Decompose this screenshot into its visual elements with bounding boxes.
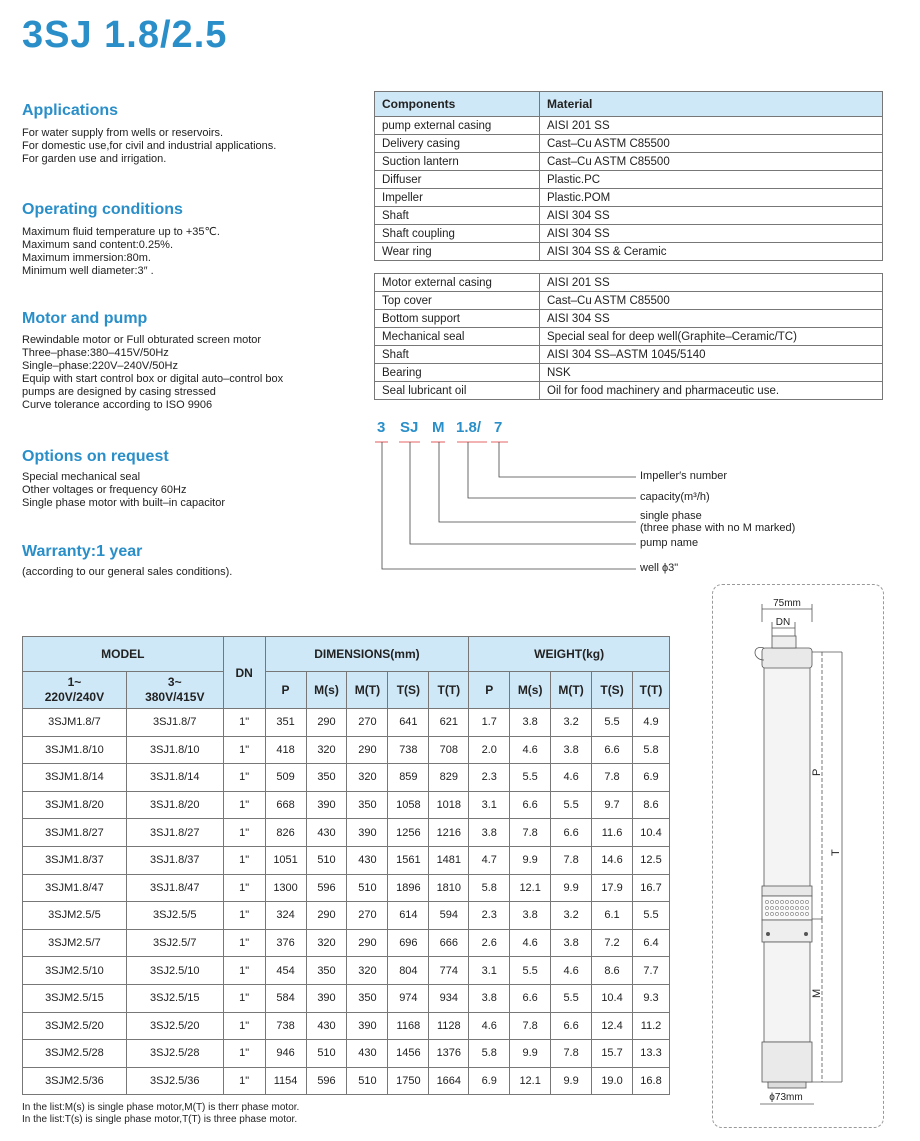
code-part-impeller: 7 <box>494 419 503 436</box>
component-name: pump external casing <box>375 117 540 135</box>
component-row <box>375 171 883 189</box>
label-impeller: Impeller′s number <box>640 470 728 482</box>
component-material: Cast–Cu ASTM C85500 <box>540 135 883 153</box>
table-cell: 6.6 <box>510 984 551 1012</box>
component-row <box>375 382 883 400</box>
component-row <box>375 135 883 153</box>
table-cell: 10.4 <box>632 819 669 847</box>
table-cell: 3SJ2.5/28 <box>126 1040 223 1068</box>
table-row <box>23 984 670 1012</box>
table-cell: 6.9 <box>469 1067 510 1095</box>
motor-heading: Motor and pump <box>22 310 148 327</box>
table-cell: 1.7 <box>469 709 510 737</box>
table-row <box>23 791 670 819</box>
component-row <box>375 292 883 310</box>
table-cell: 1456 <box>388 1040 429 1068</box>
table-cell: 3SJ2.5/5 <box>126 902 223 930</box>
component-row <box>375 243 883 261</box>
table-cell: 3.2 <box>551 902 592 930</box>
table-cell: 13.3 <box>632 1040 669 1068</box>
table-row <box>23 957 670 985</box>
table-row <box>23 764 670 792</box>
table-cell: 6.9 <box>632 764 669 792</box>
component-material: Plastic.POM <box>540 189 883 207</box>
component-name: Seal lubricant oil <box>375 382 540 400</box>
table-cell: 5.5 <box>551 984 592 1012</box>
table-cell: 390 <box>306 984 347 1012</box>
table-cell: 3SJM1.8/27 <box>23 819 127 847</box>
dim-tt-header: T(T) <box>429 672 469 709</box>
table-cell: 7.7 <box>632 957 669 985</box>
table-cell: 668 <box>265 791 306 819</box>
table-cell: 376 <box>265 929 306 957</box>
component-row <box>375 117 883 135</box>
single-phase-header: 1~ 220V/240V <box>23 672 127 709</box>
table-cell: 3SJ2.5/20 <box>126 1012 223 1040</box>
table-cell: 1" <box>223 984 265 1012</box>
warranty-heading: Warranty:1 year <box>22 543 143 560</box>
table-cell: 3SJ1.8/27 <box>126 819 223 847</box>
component-name: Bottom support <box>375 310 540 328</box>
table-cell: 6.4 <box>632 929 669 957</box>
component-name: Diffuser <box>375 171 540 189</box>
table-cell: 1" <box>223 1067 265 1095</box>
table-cell: 2.3 <box>469 764 510 792</box>
pump-drawing <box>712 584 882 1126</box>
table-cell: 430 <box>306 1012 347 1040</box>
dim-t-label: T <box>830 849 842 856</box>
table-cell: 5.8 <box>632 736 669 764</box>
table-cell: 1018 <box>429 791 469 819</box>
table-cell: 11.6 <box>592 819 633 847</box>
table-cell: 859 <box>388 764 429 792</box>
table-row <box>23 902 670 930</box>
options-text: Special mechanical seal Other voltages or frequency 60Hz Single phase motor with built–in capacitor <box>22 471 226 509</box>
code-leader-lines <box>370 415 830 585</box>
table-cell: 11.2 <box>632 1012 669 1040</box>
table-cell: 5.8 <box>469 1040 510 1068</box>
component-material: Cast–Cu ASTM C85500 <box>540 292 883 310</box>
dim-ts-header: T(S) <box>388 672 429 709</box>
table-cell: 3SJ2.5/15 <box>126 984 223 1012</box>
code-part-capacity: 1.8/ <box>456 419 482 436</box>
table-row <box>23 1012 670 1040</box>
dim-75mm-label: 75mm <box>773 598 801 609</box>
table-cell: 3.8 <box>469 984 510 1012</box>
model-code-diagram <box>370 415 830 585</box>
table-cell: 3.8 <box>551 736 592 764</box>
component-row <box>375 189 883 207</box>
component-row <box>375 274 883 292</box>
table-row <box>23 709 670 737</box>
table-cell: 3SJ1.8/47 <box>126 874 223 902</box>
table-cell: 3SJM2.5/7 <box>23 929 127 957</box>
table-cell: 8.6 <box>592 957 633 985</box>
table-cell: 738 <box>388 736 429 764</box>
table-cell: 290 <box>306 709 347 737</box>
table-cell: 1256 <box>388 819 429 847</box>
table-cell: 9.9 <box>510 846 551 874</box>
table-cell: 3.8 <box>510 709 551 737</box>
table-cell: 6.1 <box>592 902 633 930</box>
table-cell: 2.3 <box>469 902 510 930</box>
table-cell: 270 <box>347 902 388 930</box>
table-cell: 1" <box>223 929 265 957</box>
component-name: Suction lantern <box>375 153 540 171</box>
component-row <box>375 153 883 171</box>
table-cell: 1" <box>223 957 265 985</box>
table-cell: 430 <box>347 1040 388 1068</box>
table-cell: 7.8 <box>551 846 592 874</box>
table-cell: 351 <box>265 709 306 737</box>
table-cell: 1" <box>223 764 265 792</box>
table-cell: 5.5 <box>510 764 551 792</box>
table-cell: 3SJM1.8/20 <box>23 791 127 819</box>
table-cell: 1" <box>223 709 265 737</box>
table-cell: 9.9 <box>551 1067 592 1095</box>
footnotes: In the list:M(s) is single phase motor,M(T) is therr phase motor. In the list:T(s) is single phase motor,T(T) is three phase motor. <box>22 1102 300 1125</box>
table-cell: 3SJM2.5/15 <box>23 984 127 1012</box>
table-cell: 3.8 <box>551 929 592 957</box>
table-cell: 10.4 <box>592 984 633 1012</box>
table-cell: 1" <box>223 1040 265 1068</box>
wt-tt-header: T(T) <box>632 672 669 709</box>
table-cell: 320 <box>347 764 388 792</box>
table-cell: 4.6 <box>510 736 551 764</box>
component-name: Shaft <box>375 207 540 225</box>
table-cell: 2.6 <box>469 929 510 957</box>
table-cell: 1300 <box>265 874 306 902</box>
component-name: Mechanical seal <box>375 328 540 346</box>
table-cell: 1561 <box>388 846 429 874</box>
table-cell: 614 <box>388 902 429 930</box>
dimensions-table <box>22 636 670 1095</box>
table-cell: 1896 <box>388 874 429 902</box>
table-cell: 7.8 <box>592 764 633 792</box>
table-cell: 2.0 <box>469 736 510 764</box>
label-capacity: capacity(m³/h) <box>640 491 710 503</box>
table-cell: 6.6 <box>592 736 633 764</box>
table-cell: 708 <box>429 736 469 764</box>
table-cell: 12.5 <box>632 846 669 874</box>
code-part-m: M <box>432 419 445 436</box>
table-cell: 3SJ2.5/10 <box>126 957 223 985</box>
table-cell: 16.8 <box>632 1067 669 1095</box>
table-cell: 5.5 <box>592 709 633 737</box>
dim-73mm-label: ϕ73mm <box>769 1092 803 1103</box>
table-cell: 3SJM2.5/5 <box>23 902 127 930</box>
three-phase-header: 3~ 380V/415V <box>126 672 223 709</box>
table-cell: 1664 <box>429 1067 469 1095</box>
table-cell: 3SJ2.5/36 <box>126 1067 223 1095</box>
dim-dn-label: DN <box>775 617 791 628</box>
table-cell: 418 <box>265 736 306 764</box>
table-cell: 19.0 <box>592 1067 633 1095</box>
component-name: Bearing <box>375 364 540 382</box>
table-cell: 454 <box>265 957 306 985</box>
table-cell: 1376 <box>429 1040 469 1068</box>
table-cell: 3SJ1.8/7 <box>126 709 223 737</box>
table-cell: 4.6 <box>551 764 592 792</box>
table-cell: 290 <box>347 736 388 764</box>
table-cell: 510 <box>347 874 388 902</box>
table-cell: 7.2 <box>592 929 633 957</box>
table-cell: 3SJM2.5/36 <box>23 1067 127 1095</box>
table-cell: 829 <box>429 764 469 792</box>
component-name: Motor external casing <box>375 274 540 292</box>
table-cell: 350 <box>306 957 347 985</box>
table-cell: 350 <box>347 791 388 819</box>
options-heading: Options on request <box>22 448 169 465</box>
table-cell: 3SJ1.8/20 <box>126 791 223 819</box>
table-row <box>23 874 670 902</box>
table-cell: 594 <box>429 902 469 930</box>
table-cell: 974 <box>388 984 429 1012</box>
table-cell: 3SJM1.8/14 <box>23 764 127 792</box>
table-cell: 16.7 <box>632 874 669 902</box>
table-cell: 1058 <box>388 791 429 819</box>
table-cell: 509 <box>265 764 306 792</box>
table-cell: 390 <box>306 791 347 819</box>
table-cell: 584 <box>265 984 306 1012</box>
weight-header: WEIGHT(kg) <box>469 637 670 672</box>
label-single-phase: single phase <box>640 510 702 522</box>
table-cell: 4.9 <box>632 709 669 737</box>
table-cell: 3SJ2.5/7 <box>126 929 223 957</box>
component-row <box>375 328 883 346</box>
component-name: Top cover <box>375 292 540 310</box>
table-cell: 3SJ1.8/14 <box>126 764 223 792</box>
component-material: AISI 304 SS <box>540 225 883 243</box>
table-cell: 1" <box>223 1012 265 1040</box>
table-cell: 5.5 <box>551 791 592 819</box>
operating-text: Maximum fluid temperature up to +35℃. Maximum sand content:0.25%. Maximum immersion:80m. Minimum well diameter:3″ . <box>22 226 220 277</box>
table-cell: 3SJM2.5/28 <box>23 1040 127 1068</box>
wt-ts-header: T(S) <box>592 672 633 709</box>
component-row <box>375 364 883 382</box>
table-cell: 9.7 <box>592 791 633 819</box>
table-cell: 7.8 <box>551 1040 592 1068</box>
table-cell: 6.6 <box>551 1012 592 1040</box>
table-cell: 290 <box>347 929 388 957</box>
warranty-text: (according to our general sales conditions). <box>22 566 233 578</box>
table-cell: 1810 <box>429 874 469 902</box>
table-cell: 290 <box>306 902 347 930</box>
table-cell: 1481 <box>429 846 469 874</box>
component-name: Delivery casing <box>375 135 540 153</box>
table-cell: 1051 <box>265 846 306 874</box>
table-cell: 641 <box>388 709 429 737</box>
table-cell: 9.9 <box>510 1040 551 1068</box>
wt-ms-header: M(s) <box>510 672 551 709</box>
table-cell: 7.8 <box>510 1012 551 1040</box>
dim-ms-header: M(s) <box>306 672 347 709</box>
component-row <box>375 310 883 328</box>
table-cell: 350 <box>306 764 347 792</box>
component-material: Oil for food machinery and pharmaceutic use. <box>540 382 883 400</box>
table-cell: 9.3 <box>632 984 669 1012</box>
component-material: AISI 304 SS–ASTM 1045/5140 <box>540 346 883 364</box>
table-row <box>23 929 670 957</box>
table-cell: 324 <box>265 902 306 930</box>
dimensions-header: DIMENSIONS(mm) <box>265 637 469 672</box>
table-cell: 430 <box>347 846 388 874</box>
table-cell: 1216 <box>429 819 469 847</box>
table-cell: 1154 <box>265 1067 306 1095</box>
table-cell: 1" <box>223 874 265 902</box>
table-row <box>23 1040 670 1068</box>
table-cell: 430 <box>306 819 347 847</box>
table-cell: 1168 <box>388 1012 429 1040</box>
table-row <box>23 819 670 847</box>
table-cell: 3.8 <box>469 819 510 847</box>
components-header: Components <box>375 92 540 117</box>
table-cell: 510 <box>306 846 347 874</box>
table-cell: 4.6 <box>510 929 551 957</box>
table-cell: 4.7 <box>469 846 510 874</box>
component-material: AISI 304 SS <box>540 207 883 225</box>
table-cell: 320 <box>347 957 388 985</box>
code-part-sj: SJ <box>400 419 419 436</box>
table-cell: 390 <box>347 1012 388 1040</box>
table-cell: 6.6 <box>551 819 592 847</box>
dim-p-header: P <box>265 672 306 709</box>
component-material: AISI 201 SS <box>540 274 883 292</box>
table-cell: 1" <box>223 736 265 764</box>
label-well: well ϕ3" <box>640 562 679 574</box>
component-material: AISI 304 SS <box>540 310 883 328</box>
component-row <box>375 346 883 364</box>
table-cell: 12.1 <box>510 1067 551 1095</box>
table-cell: 3SJ1.8/10 <box>126 736 223 764</box>
table-cell: 15.7 <box>592 1040 633 1068</box>
applications-heading: Applications <box>22 102 119 119</box>
table-cell: 390 <box>347 819 388 847</box>
table-cell: 3SJM1.8/7 <box>23 709 127 737</box>
table-cell: 666 <box>429 929 469 957</box>
table-cell: 320 <box>306 929 347 957</box>
table-cell: 4.6 <box>551 957 592 985</box>
table-cell: 826 <box>265 819 306 847</box>
dn-header: DN <box>223 637 265 709</box>
table-cell: 17.9 <box>592 874 633 902</box>
table-row <box>23 1067 670 1095</box>
table-cell: 804 <box>388 957 429 985</box>
table-cell: 1" <box>223 791 265 819</box>
dim-m-label: M <box>811 988 823 998</box>
table-cell: 934 <box>429 984 469 1012</box>
component-material: Special seal for deep well(Graphite–Ceramic/TC) <box>540 328 883 346</box>
table-cell: 3SJM2.5/10 <box>23 957 127 985</box>
motor-components-table <box>374 273 883 400</box>
table-cell: 12.1 <box>510 874 551 902</box>
table-cell: 3SJM2.5/20 <box>23 1012 127 1040</box>
table-cell: 3.1 <box>469 957 510 985</box>
component-material: AISI 201 SS <box>540 117 883 135</box>
page-title: 3SJ 1.8/2.5 <box>22 14 228 56</box>
code-part-3: 3 <box>377 419 386 436</box>
table-row <box>23 846 670 874</box>
table-cell: 8.6 <box>632 791 669 819</box>
component-name: Shaft coupling <box>375 225 540 243</box>
component-material: NSK <box>540 364 883 382</box>
table-cell: 5.5 <box>510 957 551 985</box>
table-cell: 596 <box>306 1067 347 1095</box>
table-cell: 5.5 <box>632 902 669 930</box>
table-cell: 1" <box>223 819 265 847</box>
table-cell: 510 <box>306 1040 347 1068</box>
table-cell: 350 <box>347 984 388 1012</box>
label-three-phase: (three phase with no M marked) <box>640 522 796 534</box>
component-name: Shaft <box>375 346 540 364</box>
label-pump-name: pump name <box>640 537 699 549</box>
component-material: Plastic.PC <box>540 171 883 189</box>
table-cell: 14.6 <box>592 846 633 874</box>
table-cell: 1750 <box>388 1067 429 1095</box>
applications-text: For water supply from wells or reservoirs. For domestic use,for civil and industrial applications. For garden use and irrigation. <box>22 127 277 165</box>
table-cell: 696 <box>388 929 429 957</box>
operating-heading: Operating conditions <box>22 201 183 218</box>
motor-text: Rewindable motor or Full obturated screen motor Three–phase:380–415V/50Hz Single–phase:220V–240V/50Hz Equip with start control box or digital auto–control box pumps are designed by casing stressed Curve tolerance according to ISO 9906 <box>22 334 284 411</box>
component-name: Impeller <box>375 189 540 207</box>
table-cell: 3SJM1.8/10 <box>23 736 127 764</box>
table-cell: 3SJ1.8/37 <box>126 846 223 874</box>
table-cell: 738 <box>265 1012 306 1040</box>
material-header: Material <box>540 92 883 117</box>
table-cell: 1128 <box>429 1012 469 1040</box>
table-cell: 946 <box>265 1040 306 1068</box>
component-material: AISI 304 SS & Ceramic <box>540 243 883 261</box>
table-cell: 3SJM1.8/47 <box>23 874 127 902</box>
model-header: MODEL <box>23 637 224 672</box>
table-cell: 510 <box>347 1067 388 1095</box>
table-cell: 1" <box>223 846 265 874</box>
component-material: Cast–Cu ASTM C85500 <box>540 153 883 171</box>
component-row <box>375 207 883 225</box>
table-cell: 774 <box>429 957 469 985</box>
table-cell: 320 <box>306 736 347 764</box>
table-cell: 596 <box>306 874 347 902</box>
wt-p-header: P <box>469 672 510 709</box>
table-cell: 1" <box>223 902 265 930</box>
table-cell: 270 <box>347 709 388 737</box>
dim-mt-header: M(T) <box>347 672 388 709</box>
table-cell: 3SJM1.8/37 <box>23 846 127 874</box>
component-name: Wear ring <box>375 243 540 261</box>
dim-p-label: P <box>811 768 823 776</box>
table-cell: 3.8 <box>510 902 551 930</box>
table-cell: 3.2 <box>551 709 592 737</box>
table-cell: 12.4 <box>592 1012 633 1040</box>
table-cell: 7.8 <box>510 819 551 847</box>
components-table <box>374 91 883 261</box>
table-cell: 9.9 <box>551 874 592 902</box>
table-cell: 3.1 <box>469 791 510 819</box>
table-cell: 5.8 <box>469 874 510 902</box>
table-cell: 621 <box>429 709 469 737</box>
table-row <box>23 736 670 764</box>
wt-mt-header: M(T) <box>551 672 592 709</box>
component-row <box>375 225 883 243</box>
table-cell: 6.6 <box>510 791 551 819</box>
table-cell: 4.6 <box>469 1012 510 1040</box>
